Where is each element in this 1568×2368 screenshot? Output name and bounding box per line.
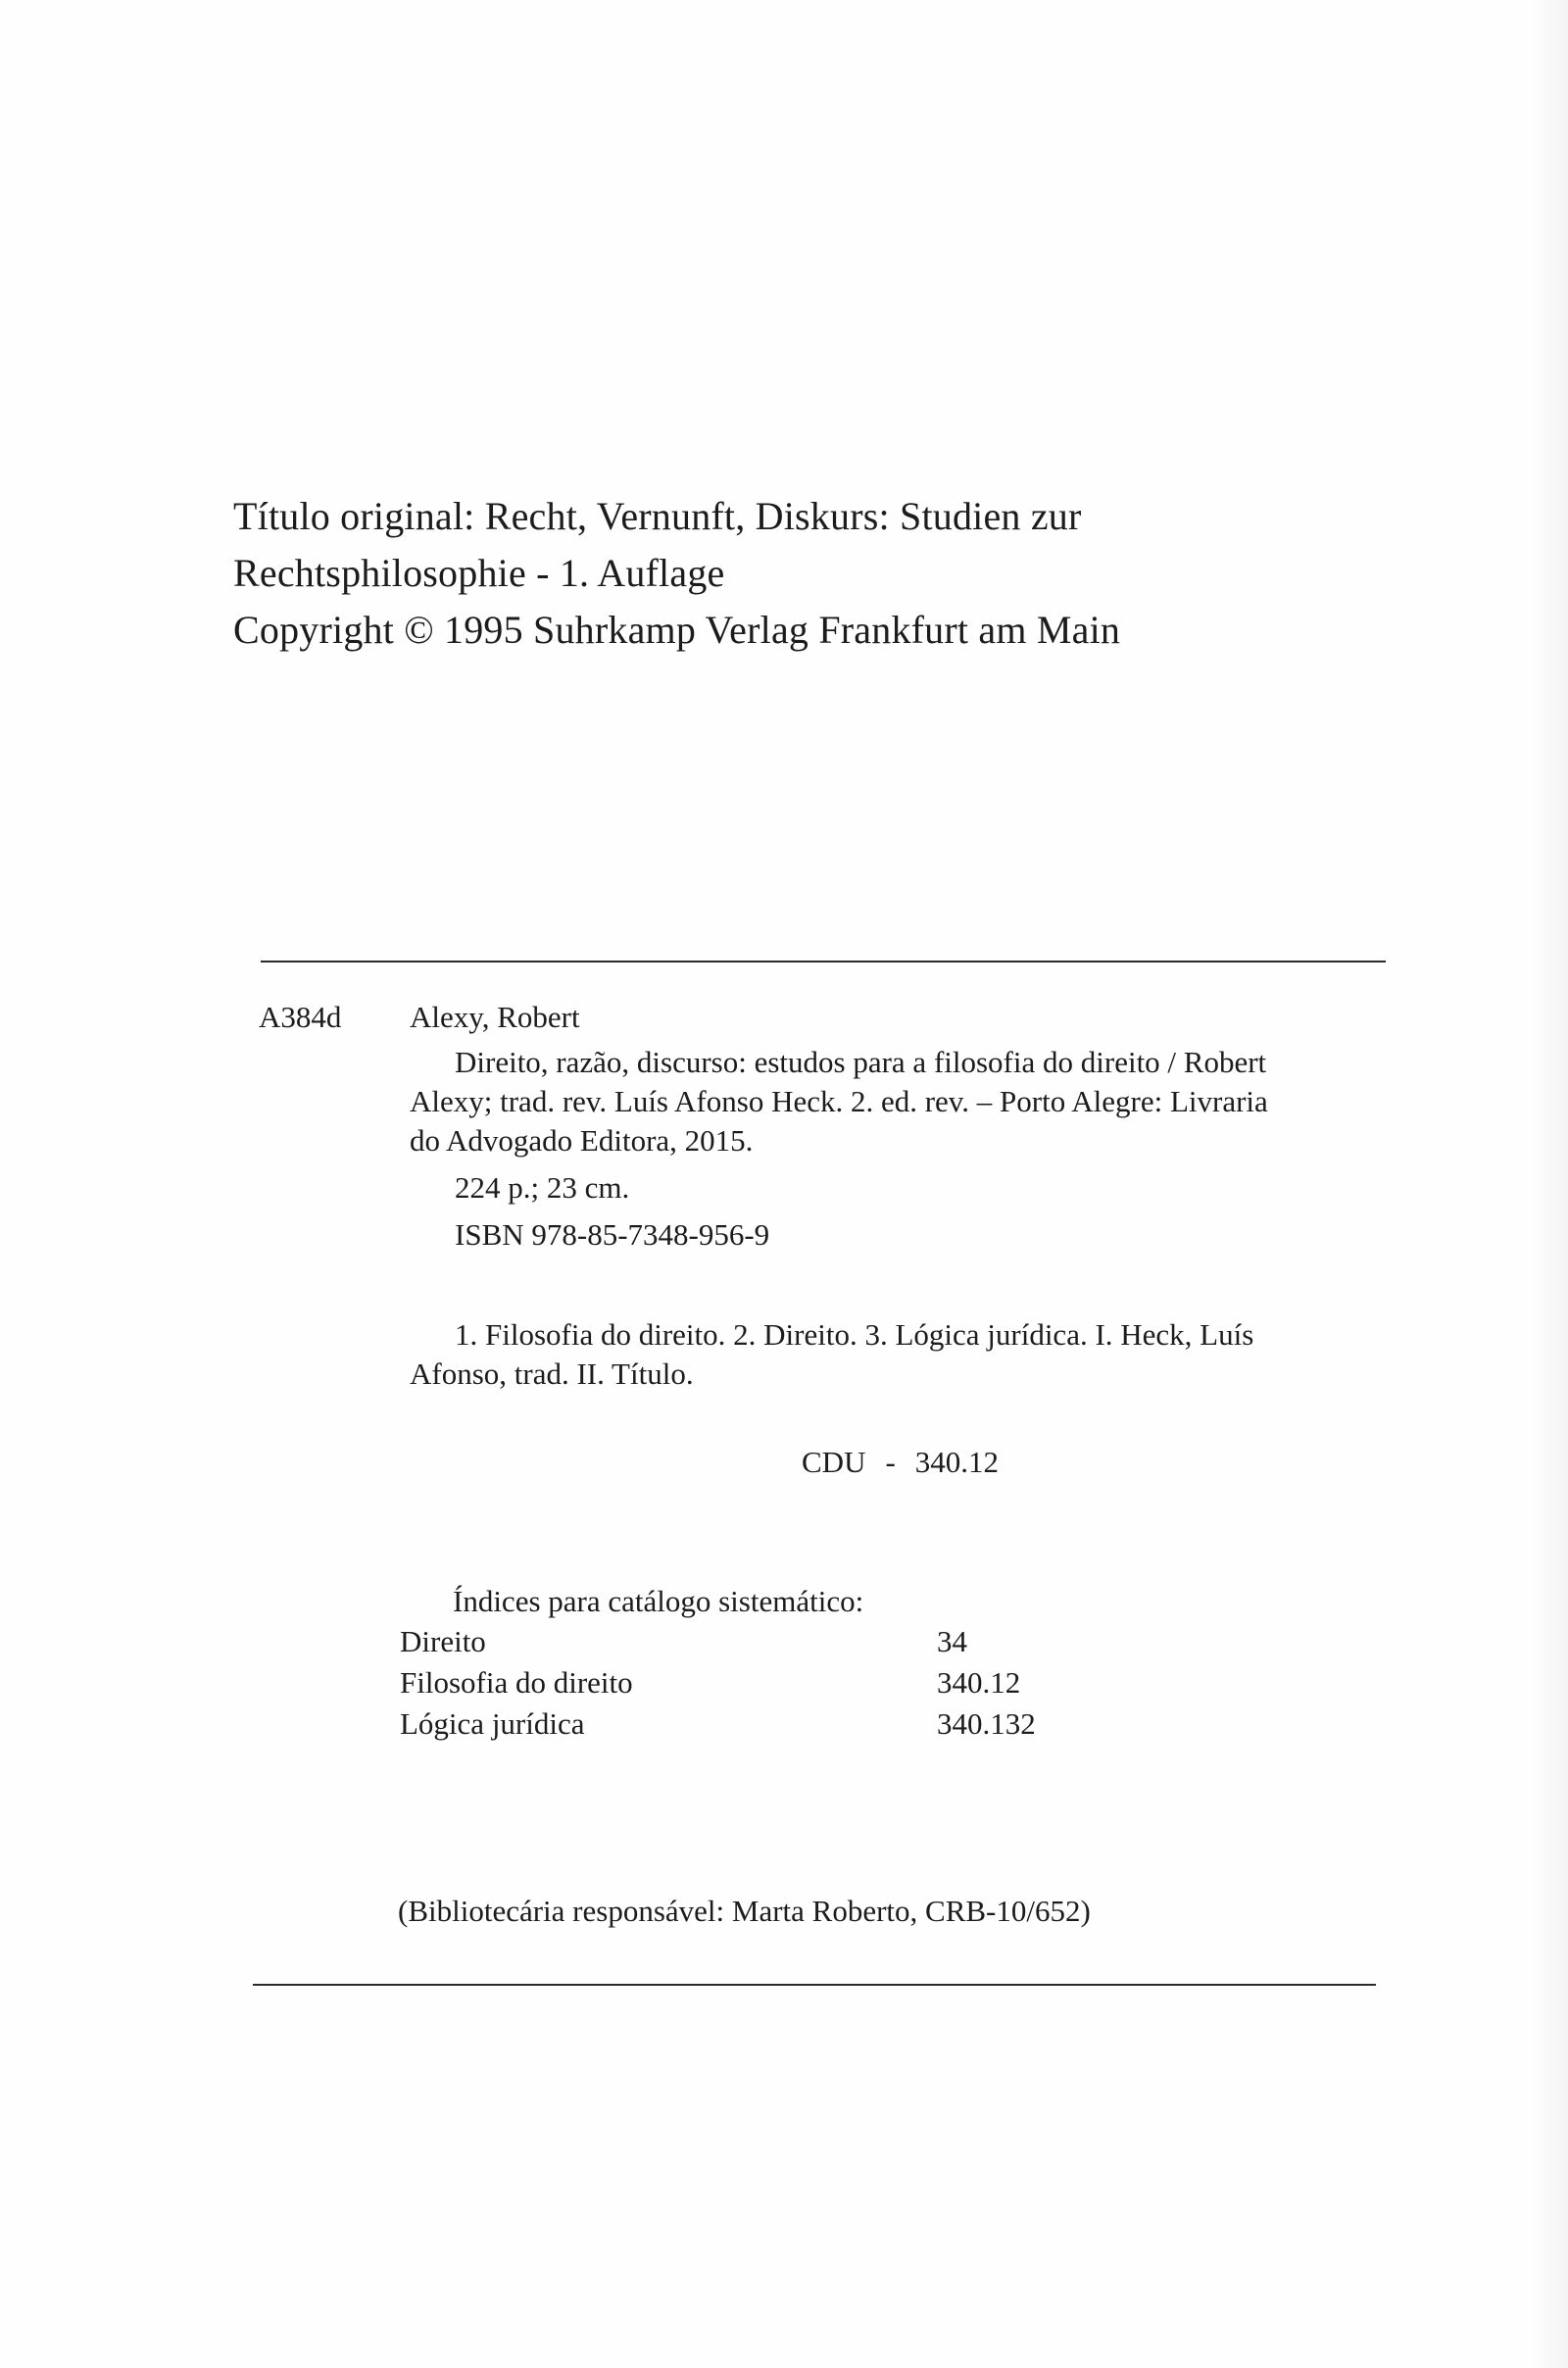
cdu-label: CDU [802, 1445, 866, 1479]
description-line: Direito, razão, discurso: estudos para a filosofia do direito / Robert [455, 1045, 1267, 1079]
page-count: 224 p.; 23 cm. [455, 1170, 630, 1205]
index-code: 340.132 [937, 1706, 1036, 1741]
index-title: Índices para catálogo sistemático: [453, 1584, 864, 1618]
catalog-card-bottom-rule [253, 1984, 1376, 1986]
author-name: Alexy, Robert [410, 1000, 580, 1034]
description-line: Alexy; trad. rev. Luís Afonso Heck. 2. ed. rev. – Porto Alegre: Livraria [410, 1084, 1268, 1118]
index-term: Lógica jurídica [400, 1706, 585, 1741]
librarian-credit: (Bibliotecária responsável: Marta Roberto, CRB-10/652) [398, 1894, 1091, 1928]
index-row [400, 1621, 1133, 1662]
cdu-classification [802, 1445, 999, 1480]
original-edition-line: Rechtsphilosophie - 1. Auflage [233, 551, 725, 595]
page-edge-shadow [1529, 0, 1568, 2368]
subject-line: 1. Filosofia do direito. 2. Direito. 3. Lógica jurídica. I. Heck, Luís [455, 1317, 1254, 1352]
catalog-card-top-rule [261, 961, 1386, 962]
original-title-block [233, 488, 1213, 659]
book-description [410, 1043, 1390, 1160]
index-row [400, 1662, 1133, 1703]
copyright-line: Copyright © 1995 Suhrkamp Verlag Frankfurt am Main [233, 608, 1121, 652]
index-code: 340.12 [937, 1665, 1021, 1700]
cdu-separator: - [885, 1445, 896, 1479]
isbn: ISBN 978-85-7348-956-9 [455, 1217, 770, 1252]
index-table [400, 1621, 1133, 1745]
index-row [400, 1703, 1133, 1745]
subject-headings [410, 1315, 1253, 1394]
description-line: do Advogado Editora, 2015. [410, 1123, 754, 1158]
cdu-value: 340.12 [914, 1445, 1000, 1479]
original-title-line: Título original: Recht, Vernunft, Diskurs: Studien zur [233, 494, 1082, 538]
call-number: A384d [259, 1000, 342, 1034]
index-term: Direito [400, 1624, 486, 1658]
index-code: 34 [937, 1624, 967, 1658]
subject-line: Afonso, trad. II. Título. [410, 1357, 694, 1391]
index-term: Filosofia do direito [400, 1665, 633, 1700]
